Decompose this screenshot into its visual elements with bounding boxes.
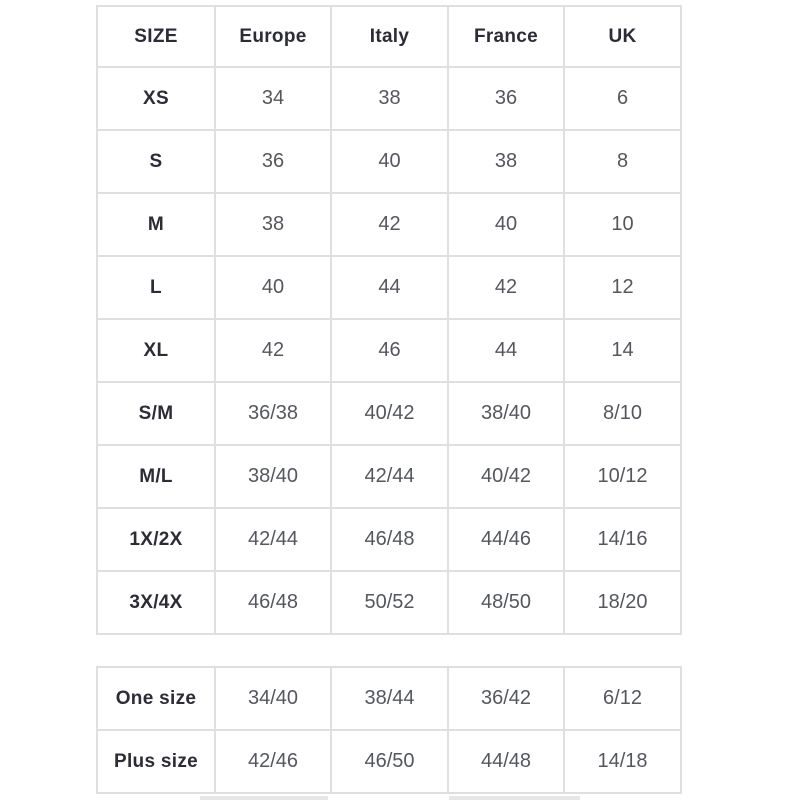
size-value-cell: 40: [448, 193, 564, 256]
table-row: [97, 256, 681, 319]
cutoff-row-artifact: [200, 796, 328, 800]
size-value-cell: 48/50: [448, 571, 564, 634]
size-value-cell: 18/20: [564, 571, 681, 634]
column-header-france: France: [448, 6, 564, 67]
size-value-cell: 14/16: [564, 508, 681, 571]
column-header-size: SIZE: [97, 6, 215, 67]
size-value-cell: 42: [331, 193, 448, 256]
size-value-cell: 12: [564, 256, 681, 319]
size-value-cell: 38: [448, 130, 564, 193]
size-value-cell: 46/48: [331, 508, 448, 571]
table-row: [97, 667, 681, 730]
size-value-cell: 14: [564, 319, 681, 382]
size-value-cell: 42/44: [215, 508, 331, 571]
cutoff-row-artifact: [449, 796, 580, 800]
size-value-cell: 38: [331, 67, 448, 130]
special-sizes-table: [96, 666, 682, 794]
size-value-cell: 40: [215, 256, 331, 319]
size-conversion-table: [96, 5, 682, 635]
row-label: XL: [97, 319, 215, 382]
size-value-cell: 6/12: [564, 667, 681, 730]
row-label: One size: [97, 667, 215, 730]
size-value-cell: 40/42: [331, 382, 448, 445]
row-label: S: [97, 130, 215, 193]
column-header-uk: UK: [564, 6, 681, 67]
size-value-cell: 46/50: [331, 730, 448, 793]
size-value-cell: 44/48: [448, 730, 564, 793]
size-value-cell: 42/46: [215, 730, 331, 793]
table-row: [97, 730, 681, 793]
size-value-cell: 8: [564, 130, 681, 193]
size-value-cell: 34/40: [215, 667, 331, 730]
table-row: [97, 445, 681, 508]
header-row: [97, 6, 681, 67]
size-value-cell: 44: [448, 319, 564, 382]
row-label: L: [97, 256, 215, 319]
table-row: [97, 130, 681, 193]
size-value-cell: 14/18: [564, 730, 681, 793]
size-value-cell: 38/40: [215, 445, 331, 508]
size-value-cell: 50/52: [331, 571, 448, 634]
table-row: [97, 193, 681, 256]
size-value-cell: 44: [331, 256, 448, 319]
size-value-cell: 10: [564, 193, 681, 256]
column-header-italy: Italy: [331, 6, 448, 67]
size-value-cell: 44/46: [448, 508, 564, 571]
size-value-cell: 6: [564, 67, 681, 130]
table-row: [97, 571, 681, 634]
size-value-cell: 38/40: [448, 382, 564, 445]
row-label: M/L: [97, 445, 215, 508]
size-value-cell: 38: [215, 193, 331, 256]
row-label: 1X/2X: [97, 508, 215, 571]
size-value-cell: 10/12: [564, 445, 681, 508]
row-label: XS: [97, 67, 215, 130]
row-label: 3X/4X: [97, 571, 215, 634]
row-label: M: [97, 193, 215, 256]
table-row: [97, 319, 681, 382]
size-value-cell: 38/44: [331, 667, 448, 730]
size-value-cell: 46: [331, 319, 448, 382]
size-value-cell: 42/44: [331, 445, 448, 508]
table-row: [97, 67, 681, 130]
table-row: [97, 508, 681, 571]
column-header-europe: Europe: [215, 6, 331, 67]
table-row: [97, 382, 681, 445]
size-value-cell: 8/10: [564, 382, 681, 445]
size-value-cell: 34: [215, 67, 331, 130]
size-value-cell: 42: [448, 256, 564, 319]
size-value-cell: 36/38: [215, 382, 331, 445]
size-value-cell: 42: [215, 319, 331, 382]
row-label: S/M: [97, 382, 215, 445]
size-value-cell: 36/42: [448, 667, 564, 730]
row-label: Plus size: [97, 730, 215, 793]
size-value-cell: 40: [331, 130, 448, 193]
size-value-cell: 36: [215, 130, 331, 193]
size-value-cell: 40/42: [448, 445, 564, 508]
size-value-cell: 46/48: [215, 571, 331, 634]
size-value-cell: 36: [448, 67, 564, 130]
